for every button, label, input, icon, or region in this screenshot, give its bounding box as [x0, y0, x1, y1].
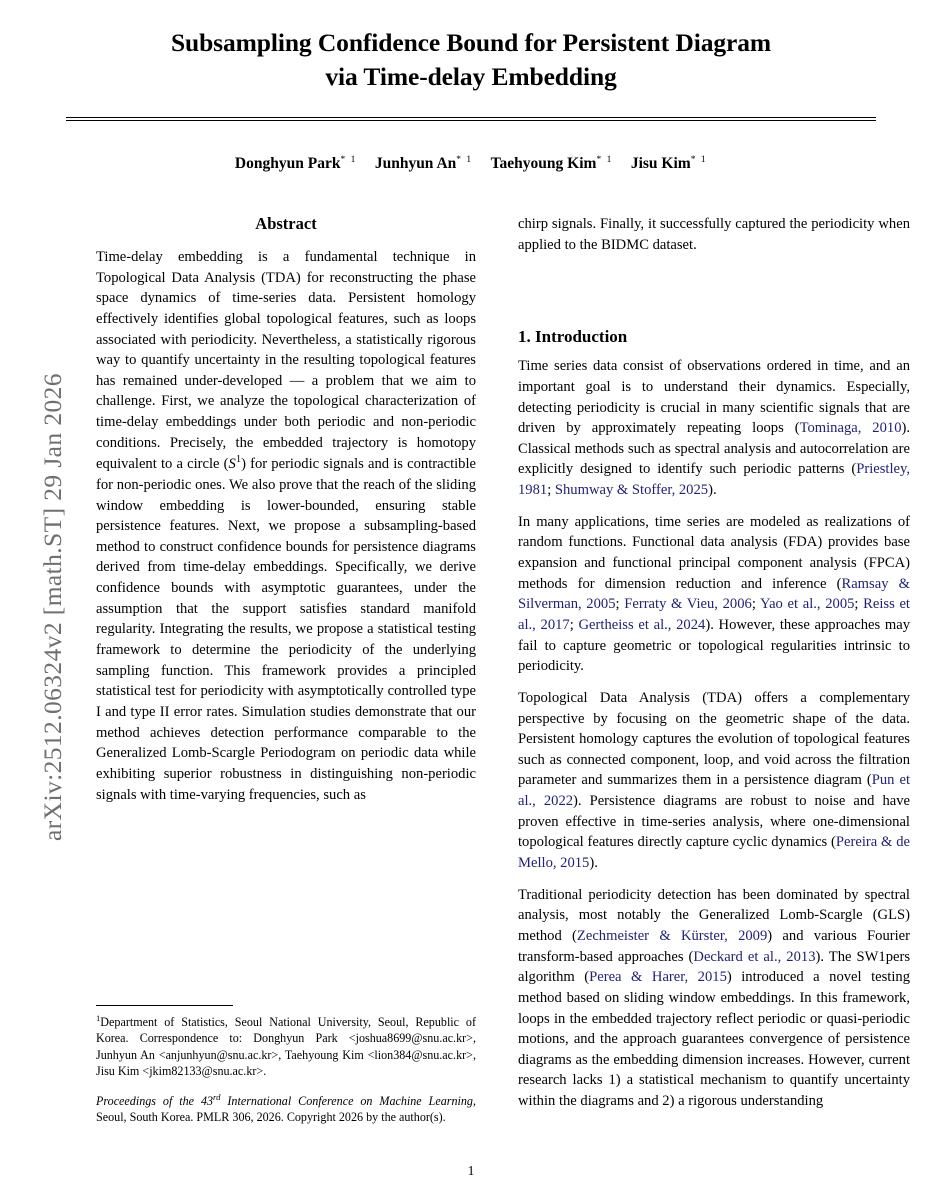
footnote-block — [96, 1005, 476, 1126]
citation-link[interactable]: Deckard et al., 2013 — [693, 948, 816, 965]
author-affiliation-marks: * 1 — [690, 155, 708, 165]
intro-paragraph-1 — [518, 356, 910, 500]
author-entry — [491, 155, 613, 172]
page-number: 1 — [467, 1163, 475, 1178]
text-run: Traditional periodicity detection has been dominated by spectral analysis, most notably the Generalized Lomb-Scargle (GLS) method ( — [518, 886, 910, 944]
text-run: ; — [751, 596, 760, 613]
author-name: Jisu Kim — [630, 155, 691, 173]
arxiv-stamp: arXiv:2512.06324v2 [math.ST] 29 Jan 2026 — [38, 373, 67, 841]
intro-paragraph-3 — [518, 688, 910, 874]
math-symbol-s: S — [228, 456, 236, 473]
text-run: ) and various Fourier transform-based approaches ( — [518, 927, 910, 965]
citation-link[interactable]: Shumway & Stoffer, 2025 — [554, 482, 709, 499]
text-run: ). — [708, 482, 717, 499]
author-name: Junhyun An — [374, 155, 457, 173]
right-column — [518, 214, 910, 1123]
author-list — [66, 155, 876, 173]
text-run: In many applications, time series are modeled as realizations of random functions. Functional data analysis (FDA) provides base expansion and functional principal component analysis (FPCA) methods for dimension reduction and inference ( — [518, 513, 910, 592]
text-run: ). — [589, 855, 598, 872]
paper-title — [66, 26, 876, 94]
citation-link[interactable]: Gertheiss et al., 2024 — [578, 616, 706, 633]
footnote-text: Department of Statistics, Seoul National University, Seoul, Republic of Korea. Correspondence to: Donghyun Park <joshua8699@snu.ac.kr>, Junhyun An <anjunhyun@snu.ac.kr>, Taehyoung Kim <lion384@snu.ac.kr>, Jisu Kim <jkim82133@snu.ac.kr>. — [96, 1015, 476, 1078]
proceedings-ordinal: 43 — [200, 1094, 214, 1109]
abstract-continuation: chirp signals. Finally, it successfully captured the periodicity when applied to the BIDMC dataset. — [518, 216, 910, 253]
citation-link[interactable]: Ramsay & Silverman, 2005 — [518, 575, 910, 613]
affiliation-footnote — [96, 1013, 476, 1079]
abstract-part-2: ) for periodic signals and is contractible for non-periodic ones. We also prove that the reach of the sliding window embedding is lower-bounded, ensuring stable persistence features. Next, we propose a subsampling-based method to construct confidence bounds for persistence diagrams derived from time-delay embeddings. Specifically, we derive confidence bounds with asymptotic guarantees, under the assumption that the support satisfies standard manifold regularity. Integrating the results, we propose a statistical testing framework to determine the periodicity of the underlying sampling function. This framework provides a principled statistical test for periodicity with asymptotically controlled type I and type II error rates. Simulation studies demonstrate that our method achieves detection performance comparable to the Generalized Lomb-Scargle Periodogram on periodic data while exhibiting superior robustness in distinguishing non-periodic signals with time-varying frequencies, such as — [96, 456, 477, 803]
abstract-text — [96, 247, 476, 805]
math-exponent: 1 — [235, 454, 242, 466]
citation-link[interactable]: Zechmeister & Kürster, 2009 — [576, 927, 768, 944]
text-run: ). Persistence diagrams are robust to noise and have proven effective in time-series analysis, where one-dimensional topological features directly capture cyclic dynamics ( — [518, 793, 910, 851]
text-run: ) introduced a novel testing method based on sliding window embeddings. In this framework, loops in the embedded trajectory reflect periodic or quasi-periodic motions, and the approach guarantees convergence of persistence diagrams as the embedding dimension increases. However, current research lacks 1) a statistical mechanism to quantify uncertainty within the diagrams and 2) a rigorous understanding — [518, 969, 910, 1110]
text-run: ). The SW1pers algorithm ( — [518, 948, 911, 986]
citation-link[interactable]: Pereira & de Mello, 2015 — [518, 834, 910, 872]
proceedings-conference: International Conference on Machine Learning — [220, 1094, 473, 1109]
intro-paragraph-2 — [518, 512, 910, 677]
citation-link[interactable]: Yao et al., 2005 — [760, 596, 855, 613]
section-heading-introduction: 1. Introduction — [518, 327, 628, 347]
author-entry — [631, 155, 707, 172]
proceedings-prefix: Proceedings of the — [96, 1094, 201, 1109]
author-entry — [235, 155, 357, 172]
proceedings-details: , Seoul, South Korea. PMLR 306, 2026. Copyright 2026 by the author(s). — [96, 1094, 476, 1125]
author-affiliation-marks: * 1 — [340, 155, 357, 165]
text-run: Time series data consist of observations ordered in time, and an important goal is to understand their dynamics. Especially, detecting periodicity is crucial in many scientific signals that are driven by approximately repeating loops ( — [518, 358, 910, 437]
proceedings-ordinal-suffix: rd — [213, 1092, 221, 1103]
citation-link[interactable]: Perea & Harer, 2015 — [589, 969, 727, 986]
author-entry — [375, 155, 473, 172]
citation-link[interactable]: Tominaga, 2010 — [799, 420, 902, 437]
citation-link[interactable]: Ferraty & Vieu, 2006 — [624, 596, 752, 613]
author-affiliation-marks: * 1 — [596, 155, 613, 165]
text-run: ; — [615, 596, 625, 613]
footnote-marker: 1 — [96, 1013, 101, 1023]
intro-paragraph-4 — [518, 885, 910, 1112]
text-run: ; — [569, 616, 579, 633]
left-column — [96, 214, 476, 816]
author-name: Taehyoung Kim — [490, 155, 597, 173]
abstract-heading: Abstract — [255, 214, 317, 233]
citation-link[interactable]: Reiss et al., 2017 — [518, 596, 910, 633]
title-divider — [66, 117, 876, 121]
text-run: ). Classical methods such as spectral analysis and autocorrelation are explicitly designed to identify such periodic patterns ( — [518, 420, 911, 478]
title-line-1: Subsampling Confidence Bound for Persistent Diagram — [170, 28, 772, 57]
text-run: ; — [854, 596, 864, 613]
text-run: ). However, these approaches may fail to capture geometric or topological regularities intrinsic to periodicity. — [518, 616, 910, 675]
citation-link[interactable]: Pun et al., 2022 — [518, 772, 911, 810]
footnote-divider — [96, 1005, 233, 1006]
proceedings-note — [96, 1092, 476, 1126]
text-run: Topological Data Analysis (TDA) offers a complementary perspective by focusing on the geometric shape of the data. Persistent homology captures the evolution of topological features such as connected component, loop, and void across the filtration parameter and summarizes them in a persistence diagram ( — [518, 689, 910, 789]
abstract-part-1: Time-delay embedding is a fundamental technique in Topological Data Analysis (TDA) for reconstructing the phase space dynamics of time-series data. Persistent homology effectively identifies global topological features, such as loops associated with periodicity. Nevertheless, a statistically rigorous way to quantify uncertainty in the resulting topological features has remained under-developed — a problem that we aim to challenge. First, we analyze the topological characterization of time-delay embeddings under both periodic and non-periodic conditions. Precisely, the embedded trajectory is homotopy equivalent to a circle ( — [96, 249, 476, 473]
author-name: Donghyun Park — [234, 155, 341, 173]
text-run: ; — [547, 482, 555, 499]
author-affiliation-marks: * 1 — [456, 155, 473, 165]
title-line-2: via Time-delay Embedding — [325, 61, 617, 91]
citation-link[interactable]: Priestley, 1981 — [518, 461, 910, 499]
